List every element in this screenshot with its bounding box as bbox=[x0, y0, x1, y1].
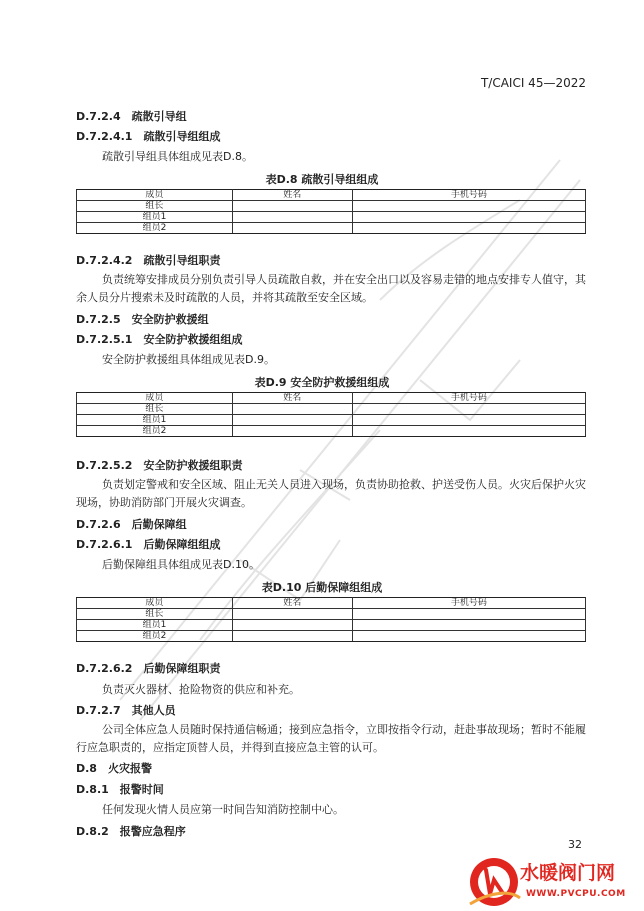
paragraph: 公司全体应急人员随时保持通信畅通；接到应急指令，立即按指令行动，赶赴事故现场；暂时不能履行应急职责的，应指定顶替人员，并得到直接应急主管的认可。 bbox=[76, 723, 586, 754]
table-row bbox=[77, 212, 586, 223]
table-cell: 组长 bbox=[77, 404, 233, 415]
heading-d7-2-6: D.7.2.6 后勤保障组 bbox=[76, 518, 187, 531]
table-cell: 组长 bbox=[77, 609, 233, 620]
site-logo-text: 水暖阀门网 bbox=[520, 862, 616, 884]
table-cell: 组员2 bbox=[77, 426, 233, 437]
table-header: 手机号码 bbox=[352, 598, 585, 609]
paragraph: 负责灭火器材、抢险物资的供应和补充。 bbox=[102, 683, 300, 696]
table-caption: 表D.8 疏散引导组组成 bbox=[265, 173, 379, 186]
table-cell bbox=[232, 631, 352, 642]
members-table bbox=[76, 392, 586, 437]
table-header-row bbox=[77, 598, 586, 609]
heading-d7-2-7: D.7.2.7 其他人员 bbox=[76, 704, 176, 717]
table-header: 手机号码 bbox=[352, 393, 585, 404]
table-header-row bbox=[77, 393, 586, 404]
table-caption: 表D.10 后勤保障组组成 bbox=[261, 581, 383, 594]
table-cell: 组员1 bbox=[77, 620, 233, 631]
standard-code: T/CAICI 45—2022 bbox=[480, 76, 586, 90]
table-cell bbox=[352, 415, 585, 426]
table-cell bbox=[352, 426, 585, 437]
table-header-row bbox=[77, 190, 586, 201]
table-cell: 组员1 bbox=[77, 415, 233, 426]
table-cell bbox=[232, 609, 352, 620]
members-table bbox=[76, 597, 586, 642]
table-cell bbox=[232, 415, 352, 426]
table-header: 姓名 bbox=[232, 598, 352, 609]
table-cell: 组员1 bbox=[77, 212, 233, 223]
heading-d7-2-5-2: D.7.2.5.2 安全防护救援组职责 bbox=[76, 459, 243, 472]
table-cell bbox=[232, 223, 352, 234]
table-caption: 表D.9 安全防护救援组组成 bbox=[254, 376, 390, 389]
heading-d7-2-6-1: D.7.2.6.1 后勤保障组组成 bbox=[76, 538, 221, 551]
table-cell bbox=[232, 212, 352, 223]
heading-d8-2: D.8.2 报警应急程序 bbox=[76, 825, 186, 838]
table-row bbox=[77, 201, 586, 212]
page-number: 32 bbox=[568, 838, 582, 851]
table-cell: 组长 bbox=[77, 201, 233, 212]
site-logo-url: WWW.PVCPU.COM bbox=[526, 889, 626, 899]
table-header: 手机号码 bbox=[352, 190, 585, 201]
table-header: 成员 bbox=[77, 190, 233, 201]
table-cell: 组员2 bbox=[77, 223, 233, 234]
table-row bbox=[77, 620, 586, 631]
table-cell: 组员2 bbox=[77, 631, 233, 642]
table-header: 成员 bbox=[77, 393, 233, 404]
heading-d7-2-5: D.7.2.5 安全防护救援组 bbox=[76, 313, 209, 326]
paragraph: 疏散引导组具体组成见表D.8。 bbox=[102, 150, 253, 163]
table-cell bbox=[352, 609, 585, 620]
paragraph: 任何发现火情人员应第一时间告知消防控制中心。 bbox=[102, 803, 344, 816]
table-row bbox=[77, 415, 586, 426]
table-header: 姓名 bbox=[232, 393, 352, 404]
heading-d7-2-4-2: D.7.2.4.2 疏散引导组职责 bbox=[76, 254, 221, 267]
paragraph: 负责划定警戒和安全区域、阻止无关人员进入现场，负责协助抢救、护送受伤人员。火灾后保护火灾现场，协助消防部门开展火灾调查。 bbox=[76, 478, 586, 509]
table-header: 姓名 bbox=[232, 190, 352, 201]
paragraph: 负责统筹安排成员分别负责引导人员疏散自救，并在安全出口以及容易走错的地点安排专人值守，其余人员分片搜索未及时疏散的人员，并将其疏散至安全区域。 bbox=[76, 273, 586, 304]
table-cell bbox=[352, 631, 585, 642]
heading-d8: D.8 火灾报警 bbox=[76, 762, 152, 775]
table-cell bbox=[232, 201, 352, 212]
table-row bbox=[77, 631, 586, 642]
table-cell bbox=[352, 223, 585, 234]
table-cell bbox=[352, 620, 585, 631]
members-table bbox=[76, 189, 586, 234]
table-row bbox=[77, 609, 586, 620]
table-row bbox=[77, 426, 586, 437]
table-row bbox=[77, 404, 586, 415]
heading-d8-1: D.8.1 报警时间 bbox=[76, 783, 164, 796]
table-cell bbox=[232, 404, 352, 415]
heading-d7-2-5-1: D.7.2.5.1 安全防护救援组组成 bbox=[76, 333, 243, 346]
table-header: 成员 bbox=[77, 598, 233, 609]
table-cell bbox=[352, 201, 585, 212]
paragraph: 安全防护救援组具体组成见表D.9。 bbox=[102, 353, 275, 366]
heading-d7-2-6-2: D.7.2.6.2 后勤保障组职责 bbox=[76, 662, 221, 675]
table-cell bbox=[352, 404, 585, 415]
heading-d7-2-4: D.7.2.4 疏散引导组 bbox=[76, 110, 187, 123]
paragraph: 后勤保障组具体组成见表D.10。 bbox=[102, 558, 260, 571]
table-row bbox=[77, 223, 586, 234]
heading-d7-2-4-1: D.7.2.4.1 疏散引导组组成 bbox=[76, 130, 221, 143]
table-cell bbox=[352, 212, 585, 223]
table-cell bbox=[232, 426, 352, 437]
table-cell bbox=[232, 620, 352, 631]
